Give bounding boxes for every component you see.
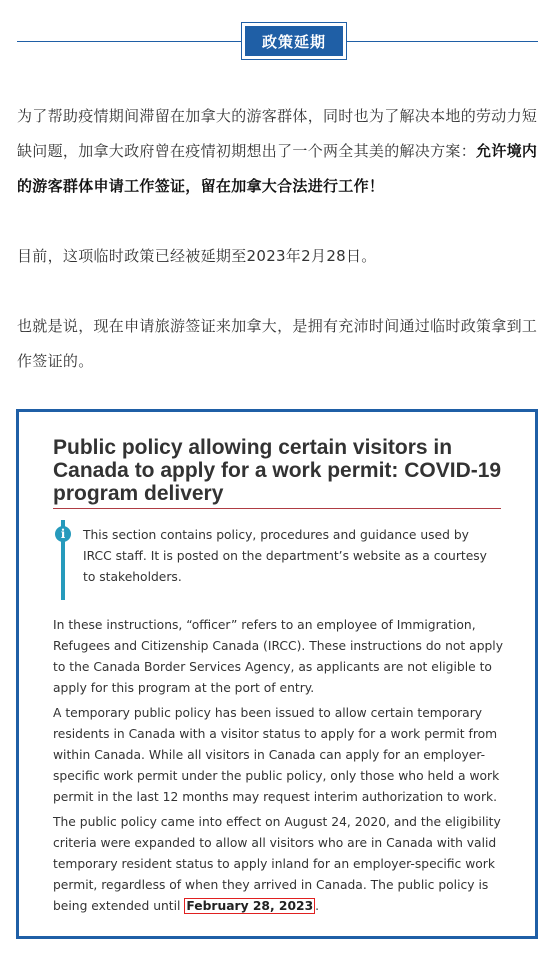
document-paragraph-1: In these instructions, “officer” refers to an employee of Immigration, Refugees and Citizenship Canada (IRCC). These instructions do not apply to the Canada Border Services Agency, as applicants are not eligible to apply for this program at the port of entry. (53, 618, 504, 695)
title-underline (53, 508, 501, 509)
intro-paragraph (17, 99, 542, 204)
intro-bold-text: 允许境内的游客群体申请工作签证，留在加拿大合法进行工作！ (17, 142, 538, 195)
info-alert (57, 520, 497, 600)
document-paragraph-2: A temporary public policy has been issued to allow certain temporary residents in Canada with a visitor status to apply for a work permit from within Canada. While all visitors in Canada can apply for an employer-specific work permit under the public policy, only those who held a work permit in the last 12 months may request interim authorization to work. (53, 706, 500, 804)
info-icon: i (55, 526, 71, 542)
paragraph-3-text: The public policy came into effect on August 24, 2020, and the eligibility criteria were expanded to allow all visitors who are in Canada with valid temporary resident status to apply inland for an employer-specific work permit, regardless of when they arrived in Canada. The public policy is being extended until (53, 815, 501, 913)
extension-paragraph: 目前，这项临时政策已经被延期至2023年2月28日。 (17, 247, 377, 265)
policy-document-screenshot (16, 409, 538, 939)
meaning-paragraph: 也就是说，现在申请旅游签证来加拿大，是拥有充沛时间通过临时政策拿到工作签证的。 (17, 317, 538, 370)
section-badge-frame (241, 22, 347, 60)
highlighted-date: February 28, 2023 (186, 899, 314, 913)
document-title: Public policy allowing certain visitors in Canada to apply for a work permit: COVID-19 program delivery (53, 436, 502, 505)
section-badge: 政策延期 (245, 26, 343, 56)
intro-text: 为了帮助疫情期间滞留在加拿大的游客群体，同时也为了解决本地的劳动力短缺问题，加拿大政府曾在疫情初期想出了一个两全其美的解决方案： (17, 107, 538, 160)
alert-text: This section contains policy, procedures and guidance used by IRCC staff. It is posted on the department’s website as a courtesy to stakeholders. (83, 528, 487, 584)
document-paragraph-3 (53, 812, 513, 917)
paragraph-3-end: . (315, 899, 320, 913)
section-header (17, 22, 538, 62)
